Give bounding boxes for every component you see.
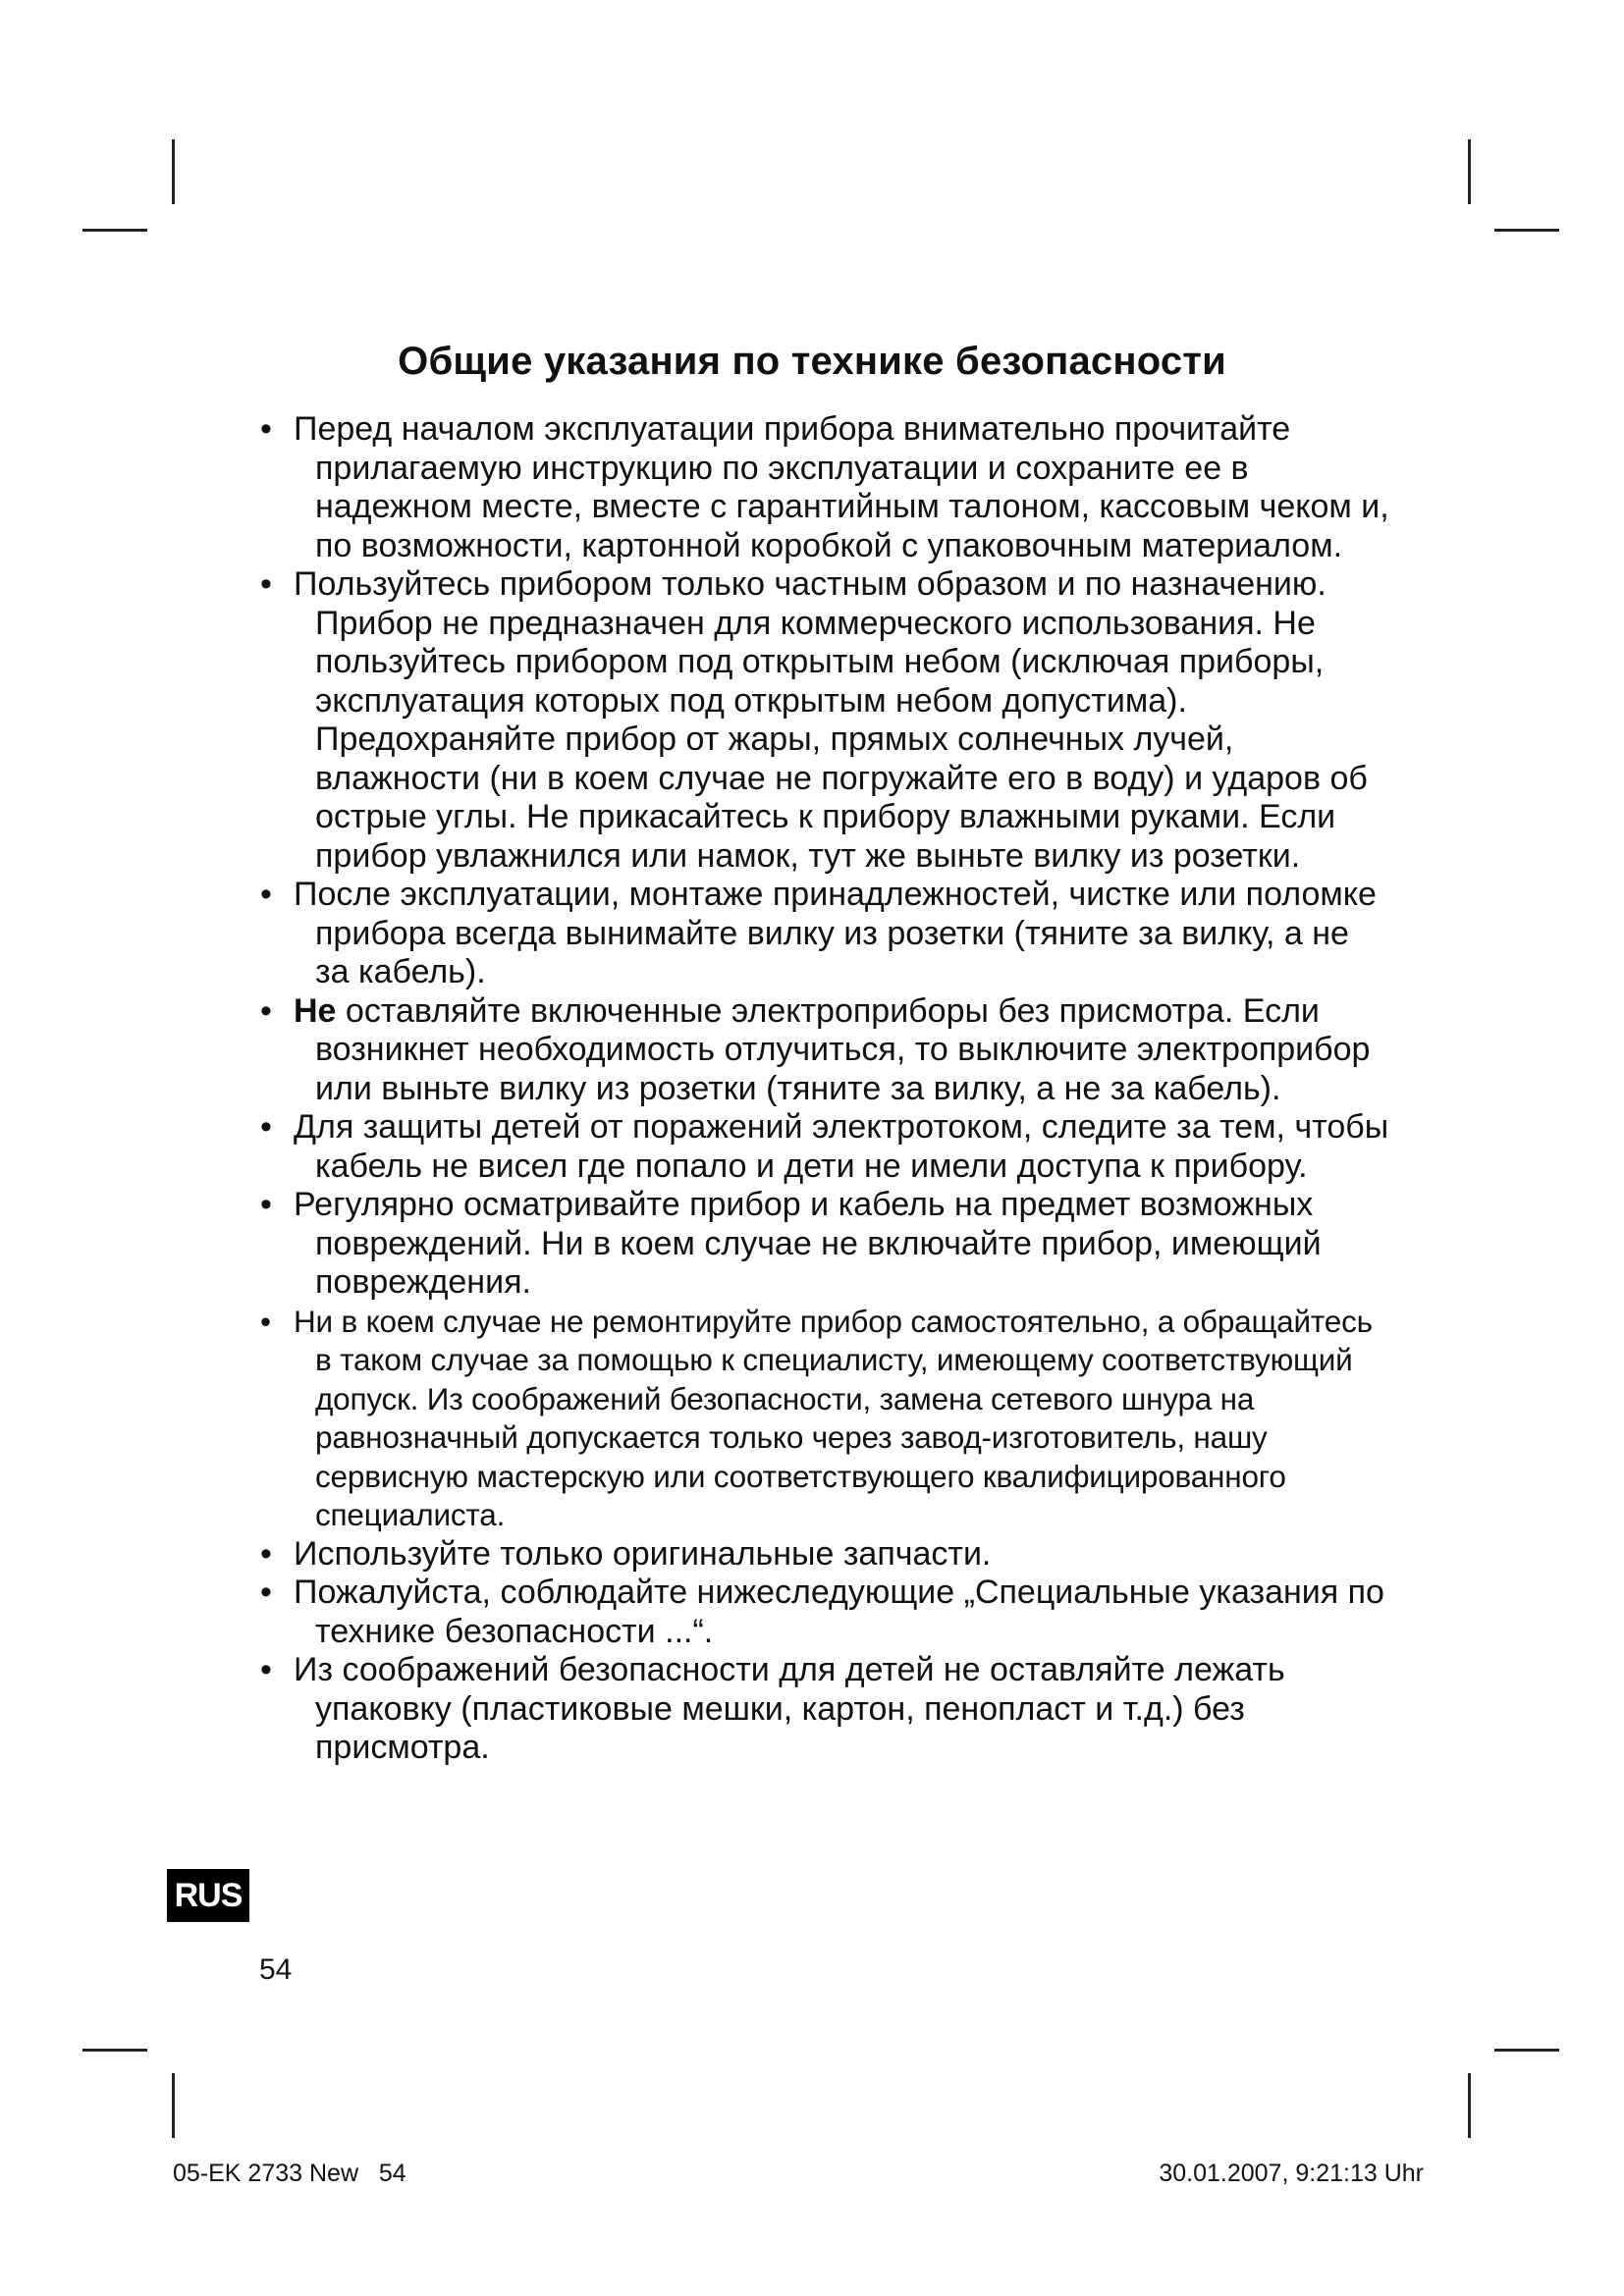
crop-mark-bottom-right-horizontal <box>1494 2049 1559 2052</box>
bullet-icon: • <box>260 1303 271 1339</box>
list-item <box>260 992 1389 1109</box>
list-item-text: Для защиты детей от поражений электротоком, следите за тем, чтобы кабель не висел где попало и дети не имели доступа к прибору. <box>294 1108 1389 1185</box>
crop-mark-bottom-left-horizontal <box>82 2049 147 2052</box>
crop-mark-top-right-vertical <box>1468 139 1471 204</box>
bullet-icon: • <box>260 1186 272 1223</box>
list-item <box>260 410 1389 565</box>
crop-mark-bottom-right-vertical <box>1468 2073 1471 2138</box>
list-item-text: После эксплуатации, монтаже принадлежностей, чистке или поломке прибора всегда вынимайте вилку из розетки (тяните за вилку, а не за кабель). <box>294 876 1377 990</box>
list-item <box>260 1535 1389 1575</box>
list-item-text: Пользуйтесь прибором только частным образом и по назначению. Прибор не предназначен для коммерческого использования. Не пользуйтесь прибором под открытым небом (исключая приборы, эксплуатация которых под открытым небом допустима). Предохраняйте прибор от жары, прямых солнечных лучей, влажности (ни в коем случае не погружайте его в воду) и ударов об острые углы. Не прикасайтесь к прибору влажными руками. Если прибор увлажнился или намок, тут же выньте вилку из розетки. <box>294 565 1368 875</box>
bullet-icon: • <box>260 410 272 448</box>
list-item <box>260 1108 1389 1186</box>
footer-timestamp: 30.01.2007, 9:21:13 Uhr <box>1159 2160 1424 2187</box>
list-item-text: Пожалуйста, соблюдайте нижеследующие „Специальные указания по технике безопасности ...“. <box>294 1574 1384 1650</box>
list-item-text: Из соображений безопасности для детей не оставляйте лежать упаковку (пластиковые мешки, картон, пенопласт и т.д.) без присмотра. <box>294 1651 1285 1766</box>
list-item-text: Ни в коем случае не ремонтируйте прибор самостоятельно, а обращайтесь в таком случае за помощью к специалисту, имеющему соответствующий допуск. Из соображений безопасности, замена сетевого шнура на равнозначный допускается только через завод-изготовитель, нашу сервисную мастерскую или соответствующего квалифицированного специалиста. <box>294 1303 1373 1532</box>
bullet-icon: • <box>260 876 272 913</box>
list-item-text: Регулярно осматривайте прибор и кабель на предмет возможных повреждений. Ни в коем случае не включайте прибор, имеющий повреждения. <box>294 1186 1322 1301</box>
list-item-text: оставляйте включенные электроприборы без присмотра. Если возникнет необходимость отлучиться, то выключите электроприбор или выньте вилку из розетки (тяните за вилку, а не за кабель). <box>315 991 1371 1107</box>
language-badge: RUS <box>167 1869 249 1922</box>
list-item-text: Перед началом эксплуатации прибора внимательно прочитайте прилагаемую инструкцию по эксплуатации и сохраните ее в надежном месте, вместе с гарантийным талоном, кассовым чеком и, по возможности, картонной коробкой с упаковочным материалом. <box>294 410 1389 564</box>
bullet-icon: • <box>260 1108 272 1146</box>
list-item <box>260 1186 1389 1303</box>
crop-mark-top-left-horizontal <box>82 229 147 232</box>
crop-mark-top-left-vertical <box>172 139 175 204</box>
list-item-emphasis: Не <box>294 991 337 1030</box>
crop-mark-bottom-left-vertical <box>172 2073 175 2138</box>
list-item <box>260 1574 1389 1651</box>
list-item-text: Используйте только оригинальные запчасти. <box>294 1534 992 1573</box>
bullet-icon: • <box>260 1534 272 1573</box>
bullet-icon: • <box>260 1651 272 1688</box>
page-title: Общие указания по технике безопасности <box>398 340 1226 383</box>
list-item <box>260 565 1389 876</box>
bullet-icon: • <box>260 565 272 603</box>
bullet-icon: • <box>260 991 272 1030</box>
safety-instructions-list <box>260 410 1389 1768</box>
page-number: 54 <box>259 1953 293 1986</box>
footer-file-info: 05-EK 2733 New 54 <box>173 2160 406 2187</box>
bullet-icon: • <box>260 1574 272 1611</box>
list-item <box>260 1303 1389 1535</box>
list-item <box>260 1651 1389 1768</box>
crop-mark-top-right-horizontal <box>1494 229 1559 232</box>
list-item <box>260 876 1389 992</box>
